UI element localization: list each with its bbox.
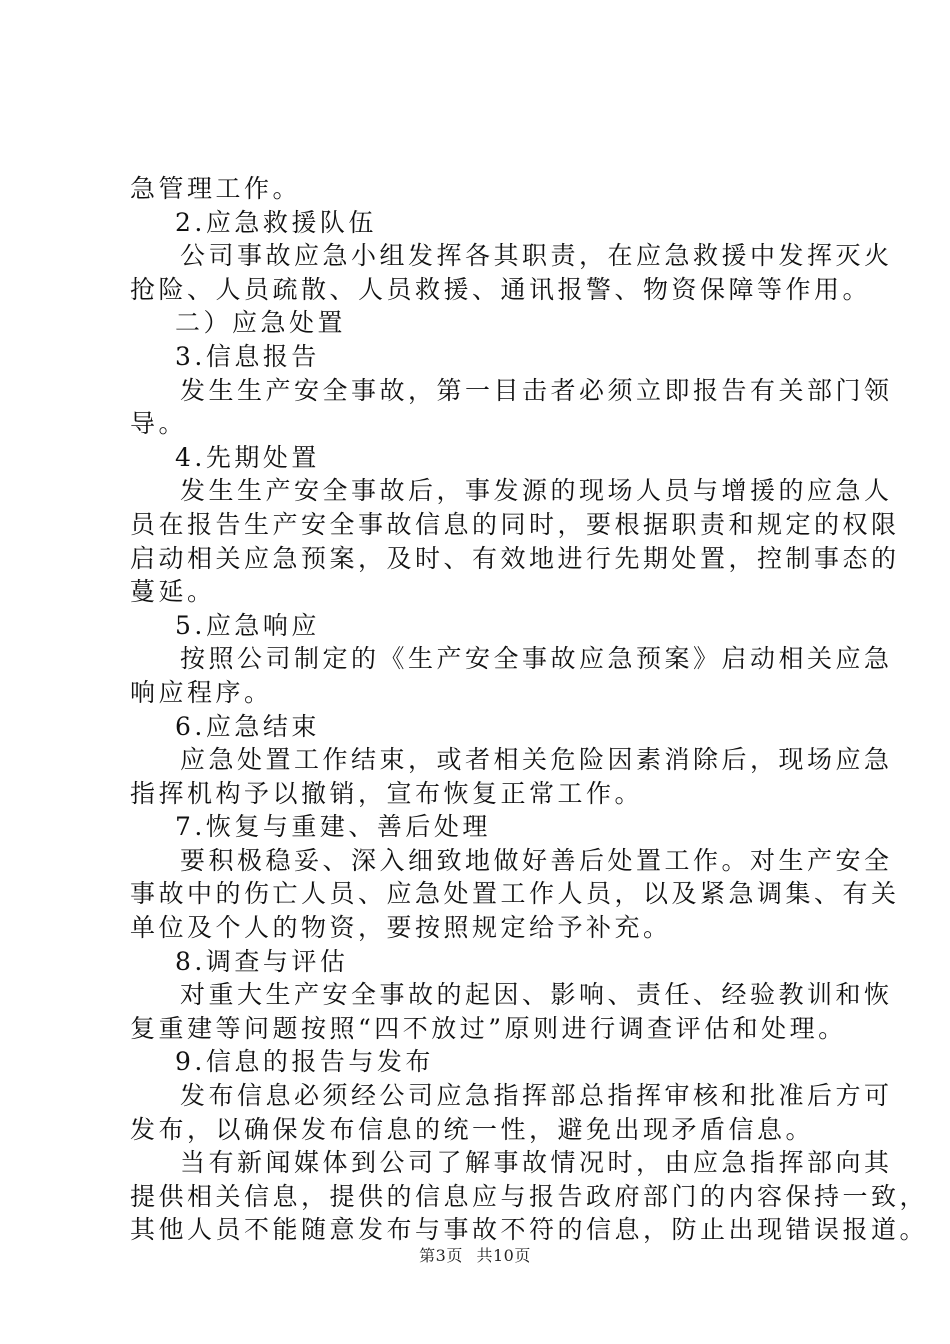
text-line: 发布，以确保发布信息的统一性，避免出现矛盾信息。 — [130, 1114, 815, 1144]
text-line: 启动相关应急预案，及时、有效地进行先期处置，控制事态的 — [130, 543, 900, 573]
section-heading: 8.调查与评估 — [175, 946, 349, 976]
section-heading: 3.信息报告 — [175, 341, 320, 371]
text-line: 导。 — [130, 409, 188, 439]
text-line: 其他人员不能随意发布与事故不符的信息，防止出现错误报道。 — [130, 1215, 929, 1245]
page-footer — [0, 1246, 950, 1266]
body-text — [130, 172, 929, 1247]
text-line: 单位及个人的物资，要按照规定给予补充。 — [130, 913, 672, 943]
text-line: 复重建等问题按照“四不放过”原则进行调查评估和处理。 — [130, 1013, 847, 1043]
page-total: 共10页 — [476, 1246, 531, 1265]
text-line: 应急处置工作结束，或者相关危险因素消除后，现场应急 — [180, 745, 893, 775]
text-line: 员在报告生产安全事故信息的同时，要根据职责和规定的权限 — [130, 509, 900, 539]
text-line: 发生生产安全事故后，事发源的现场人员与增援的应急人 — [180, 476, 893, 506]
text-line: 响应程序。 — [130, 677, 273, 707]
section-heading: 9.信息的报告与发布 — [175, 1047, 434, 1077]
section-heading: 二）应急处置 — [175, 308, 347, 338]
section-heading: 2.应急救援队伍 — [175, 207, 377, 237]
text-line: 公司事故应急小组发挥各其职责，在应急救援中发挥灭火 — [180, 241, 893, 271]
text-line: 抢险、人员疏散、人员救援、通讯报警、物资保障等作用。 — [130, 274, 872, 304]
page-number: 第3页 — [419, 1246, 463, 1265]
section-heading: 4.先期处置 — [175, 442, 320, 472]
section-heading: 5.应急响应 — [175, 610, 320, 640]
text-line: 按照公司制定的《生产安全事故应急预案》启动相关应急 — [180, 644, 893, 674]
section-heading: 6.应急结束 — [175, 711, 320, 741]
text-line: 发生生产安全事故，第一目击者必须立即报告有关部门领 — [180, 375, 893, 405]
text-line: 要积极稳妥、深入细致地做好善后处置工作。对生产安全 — [180, 845, 893, 875]
text-line: 当有新闻媒体到公司了解事故情况时，由应急指挥部向其 — [180, 1148, 893, 1178]
section-heading: 7.恢复与重建、善后处理 — [175, 812, 491, 842]
text-line: 对重大生产安全事故的起因、影响、责任、经验教训和恢 — [180, 980, 893, 1010]
text-line: 急管理工作。 — [130, 174, 302, 203]
text-line: 提供相关信息，提供的信息应与报告政府部门的内容保持一致， — [130, 1181, 929, 1211]
text-line: 指挥机构予以撤销，宣布恢复正常工作。 — [130, 778, 644, 808]
text-line: 发布信息必须经公司应急指挥部总指挥审核和批准后方可 — [180, 1081, 893, 1111]
text-line: 蔓延。 — [130, 577, 216, 607]
text-line: 事故中的伤亡人员、应急处置工作人员，以及紧急调集、有关 — [130, 879, 900, 909]
